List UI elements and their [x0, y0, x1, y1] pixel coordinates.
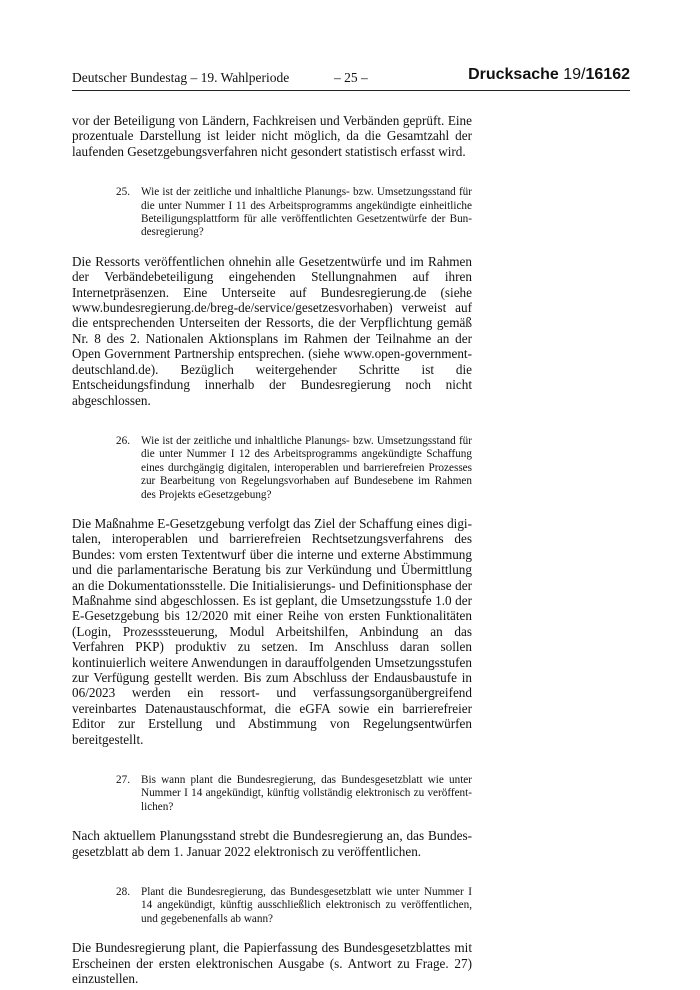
- answer-paragraph: Die Maßnahme E-Gesetzgebung verfolgt das Ziel der Schaffung eines digitalen, interoperablen und barrierefreien Rechtsetzungsverfahrens des Bundes: vom ersten Textentwurf über die interne und externe Abstimmung und die parlamentarische Beratung bis zur Verkündung und Übermittlung an die Dokumentationsstelle. Die Initialisierungs- und Definitionsphase der Maßnahme sind abgeschlossen. Es ist geplant, die Umsetzungsstufe 1.0 der E-Gesetzgebung bis 12/2020 mit einer Reihe von ersten Funktionalitäten (Login, Prozesssteuerung, Modul Arbeitshilfen, Anbindung an das Verfahren PKP) produktiv zu setzen. Im Anschluss daran sollen kontinuierlich weitere Anwendungen in darauffolgenden Umsetzungsstufen zur Verfügung gestellt werden. Bis zum Abschluss der Endausbaustufe in 06/2023 werden ein ressort- und verfassungsorganübergreifend vereinbartes Datenaustauschformat, die eGFA sowie ein barrierefreier Editor zur Erstellung und Abstimmung von Regelungsentwürfen bereitgestellt.: [72, 515, 472, 747]
- header-publication: Deutscher Bundestag – 19. Wahlperiode: [72, 70, 290, 85]
- question-number: 27.: [116, 774, 130, 787]
- question-text: Wie ist der zeitliche und inhaltliche Planungs- bzw. Umsetzungsstand für die unter Nummer I 12 des Arbeitsprogramms angekündigte Schaffung eines durchgängig digitalen, interoperablen und barrierefreien Prozesses zur Bearbeitung von Regelungsvorhaben auf Bundesebene im Rahmen des Projekts eGesetzgebung?: [141, 434, 472, 501]
- question-28: [72, 886, 472, 926]
- header-divider: [72, 90, 630, 91]
- question-text: Wie ist der zeitliche und inhaltliche Planungs- bzw. Umsetzungsstand für die unter Nummer I 11 des Arbeitsprogramms angekündigte einheitliche Beteiligungsplattform für alle veröffentlichten Gesetzentwürfe der Bundesregierung?: [141, 186, 472, 239]
- answer-paragraph: Nach aktuellem Planungsstand strebt die Bundesregierung an, das Bundesgesetzblatt ab dem 1. Januar 2022 elektronisch zu veröffentlichen.: [72, 828, 472, 859]
- document-number-label: Drucksache: [468, 66, 559, 83]
- answer-paragraph: Die Bundesregierung plant, die Papierfassung des Bundesgesetzblattes mit Erscheinen der ersten elektronischen Ausgabe (s. Antwort zu Frage. 27) einzustellen.: [72, 940, 472, 987]
- page-number: – 25 –: [334, 70, 368, 85]
- document-number: [468, 66, 630, 84]
- page-header: [72, 66, 630, 88]
- answer-paragraph: vor der Beteiligung von Ländern, Fachkreisen und Verbänden geprüft. Eine prozentuale Darstellung ist leider nicht möglich, da die Gesamtzahl der laufenden Gesetzgebungsverfahren nicht gesondert statistisch erfasst wird.: [72, 113, 472, 159]
- question-25: [72, 186, 472, 240]
- question-number: 25.: [116, 186, 130, 199]
- question-26: [72, 435, 472, 502]
- document-number-prefix: 19/: [563, 66, 586, 83]
- answer-paragraph: Die Ressorts veröffentlichen ohnehin alle Gesetzentwürfe und im Rahmen der Verbändebeteiligung eingehenden Stellungnahmen auf ihren Internetpräsenzen. Eine Unterseite auf Bundesregierung.de (siehe www.bundesregierung.de/breg-de/service/gesetzesvorhaben) verweist auf die entsprechenden Unterseiten der Ressorts, die der Verpflichtung gemäß Nr. 8 des 2. Nationalen Aktionsplans im Rahmen der Teilnahme an der Open Government Partnership entsprechen. (siehe www.open-government-deutschland.de). Bezüglich weitergehender Schritte ist die Entscheidungsfindung innerhalb der Bundesregierung noch nicht abgeschlossen.: [72, 253, 472, 408]
- question-27: [72, 774, 472, 814]
- question-number: 26.: [116, 434, 130, 447]
- question-text: Bis wann plant die Bundesregierung, das Bundesgesetzblatt wie unter Nummer I 14 angekündigt, künftig vollständig elektronisch zu veröffentlichen?: [141, 774, 472, 813]
- document-body: [72, 113, 472, 987]
- question-text: Plant die Bundesregierung, das Bundesgesetzblatt wie unter Nummer I 14 angekündigt, künftig ausschließlich elektronisch zu veröffentlichen, und gegebenenfalls ab wann?: [141, 886, 472, 925]
- document-number-value: 16162: [585, 66, 630, 83]
- question-number: 28.: [116, 886, 130, 899]
